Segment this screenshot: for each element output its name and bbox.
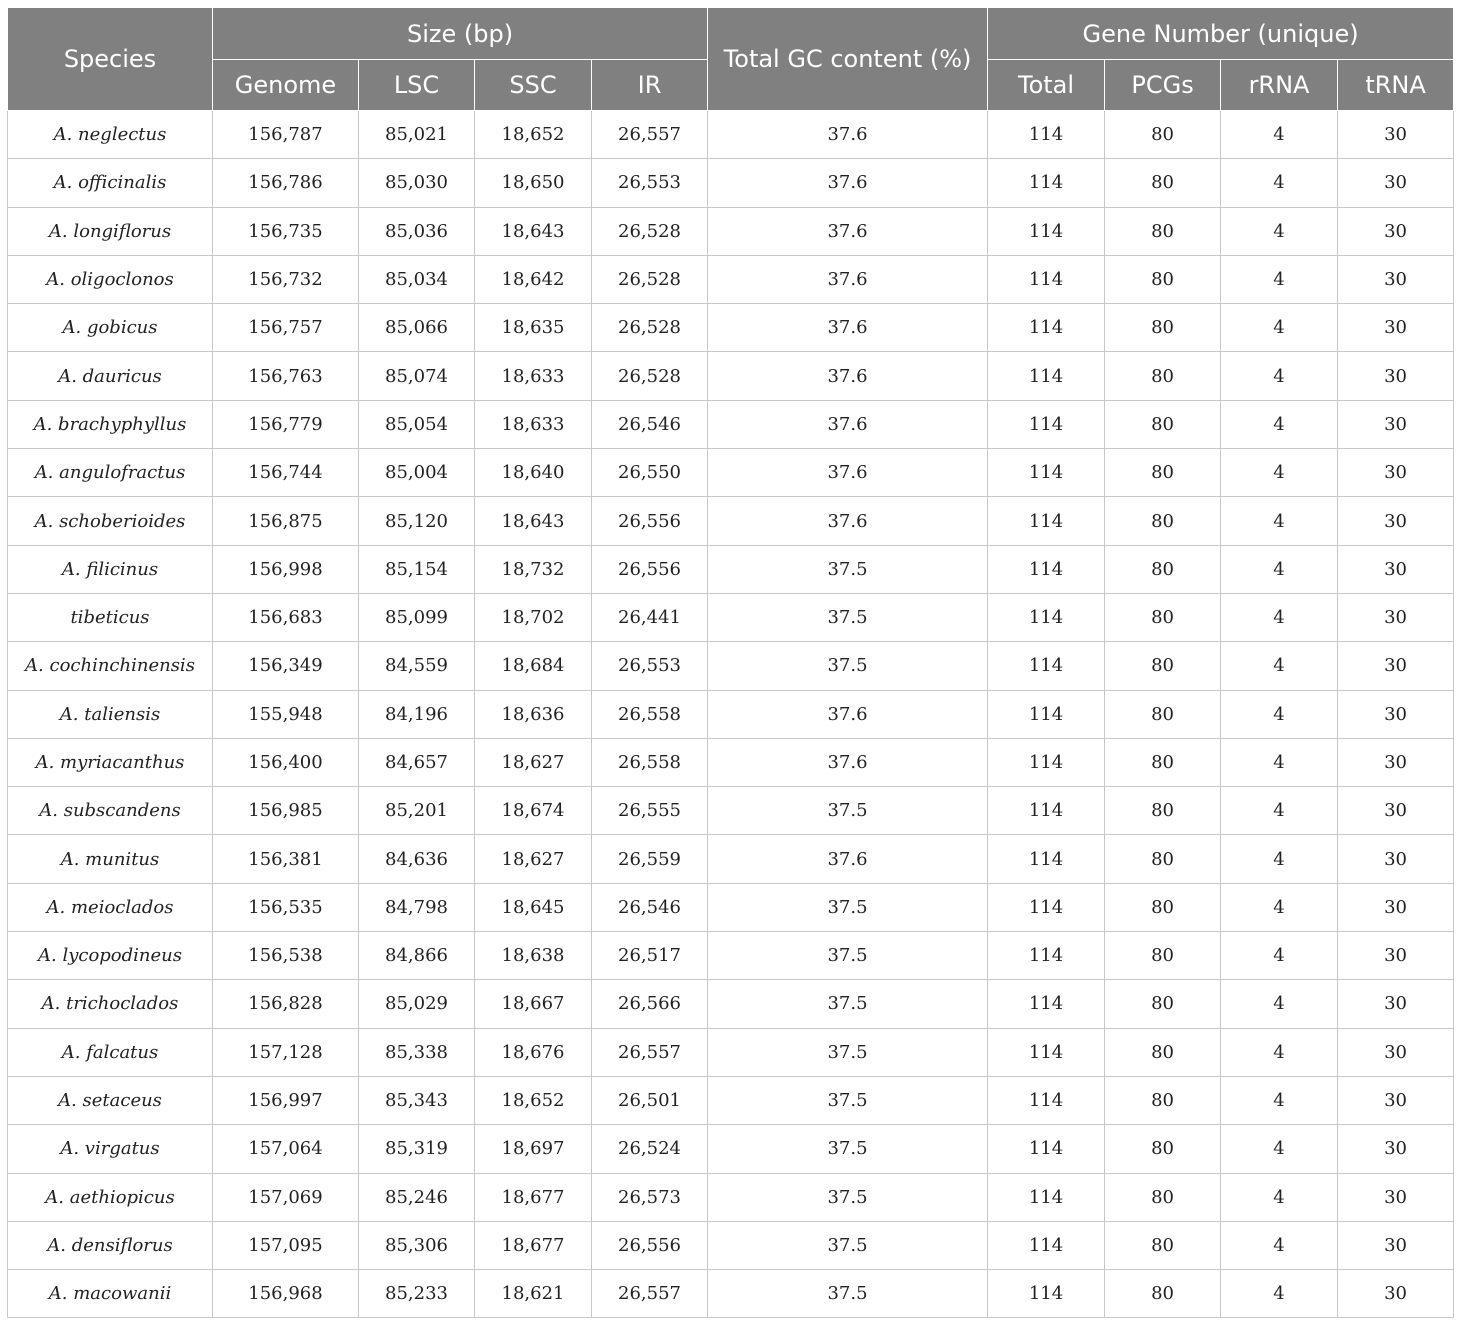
cell-lsc: 84,866 [359, 932, 475, 980]
cell-gc-content: 37.5 [708, 1076, 988, 1124]
cell-total: 114 [988, 545, 1105, 593]
cell-ir: 26,555 [592, 787, 708, 835]
cell-gc-content: 37.5 [708, 1221, 988, 1269]
table-row [8, 690, 1454, 738]
cell-pcgs: 80 [1105, 497, 1221, 545]
cell-genome: 156,683 [213, 593, 359, 641]
cell-total: 114 [988, 304, 1105, 352]
cell-total: 114 [988, 111, 1105, 159]
cell-genome: 156,744 [213, 449, 359, 497]
cell-species: A. schoberioides [8, 497, 213, 545]
cell-lsc: 85,306 [359, 1221, 475, 1269]
cell-species: A. aethiopicus [8, 1173, 213, 1221]
cell-ssc: 18,636 [475, 690, 592, 738]
cell-trna: 30 [1338, 400, 1454, 448]
cell-ir: 26,553 [592, 159, 708, 207]
cell-pcgs: 80 [1105, 738, 1221, 786]
cell-lsc: 85,120 [359, 497, 475, 545]
header-genome: Genome [213, 60, 359, 111]
table-row [8, 883, 1454, 931]
cell-gc-content: 37.6 [708, 255, 988, 303]
cell-species: A. oligoclonos [8, 255, 213, 303]
cell-ir: 26,528 [592, 255, 708, 303]
cell-rrna: 4 [1221, 1076, 1338, 1124]
table-row [8, 1076, 1454, 1124]
table-row [8, 400, 1454, 448]
table-row [8, 980, 1454, 1028]
cell-ssc: 18,676 [475, 1028, 592, 1076]
cell-species: A. cochinchinensis [8, 642, 213, 690]
cell-pcgs: 80 [1105, 400, 1221, 448]
cell-ssc: 18,732 [475, 545, 592, 593]
cell-gc-content: 37.6 [708, 159, 988, 207]
cell-genome: 156,786 [213, 159, 359, 207]
cell-species: A. filicinus [8, 545, 213, 593]
cell-species: A. taliensis [8, 690, 213, 738]
header-species: Species [8, 8, 213, 111]
cell-trna: 30 [1338, 545, 1454, 593]
cell-rrna: 4 [1221, 980, 1338, 1028]
cell-pcgs: 80 [1105, 1076, 1221, 1124]
cell-rrna: 4 [1221, 1028, 1338, 1076]
cell-ir: 26,546 [592, 400, 708, 448]
cell-pcgs: 80 [1105, 1028, 1221, 1076]
cell-species: A. brachyphyllus [8, 400, 213, 448]
cell-gc-content: 37.6 [708, 449, 988, 497]
cell-total: 114 [988, 449, 1105, 497]
cell-lsc: 85,034 [359, 255, 475, 303]
cell-gc-content: 37.5 [708, 545, 988, 593]
cell-lsc: 84,798 [359, 883, 475, 931]
cell-total: 114 [988, 159, 1105, 207]
cell-genome: 156,787 [213, 111, 359, 159]
cell-lsc: 85,099 [359, 593, 475, 641]
cell-trna: 30 [1338, 690, 1454, 738]
cell-total: 114 [988, 738, 1105, 786]
cell-gc-content: 37.5 [708, 1270, 988, 1318]
table-row [8, 449, 1454, 497]
cell-total: 114 [988, 1173, 1105, 1221]
cell-gc-content: 37.5 [708, 883, 988, 931]
table-header [8, 8, 1454, 111]
genome-table [7, 7, 1454, 1318]
cell-ir: 26,558 [592, 690, 708, 738]
cell-gc-content: 37.6 [708, 352, 988, 400]
cell-pcgs: 80 [1105, 1270, 1221, 1318]
cell-gc-content: 37.6 [708, 835, 988, 883]
cell-gc-content: 37.5 [708, 1028, 988, 1076]
header-trna: tRNA [1338, 60, 1454, 111]
cell-rrna: 4 [1221, 593, 1338, 641]
cell-ir: 26,566 [592, 980, 708, 1028]
cell-ir: 26,557 [592, 1028, 708, 1076]
cell-genome: 156,535 [213, 883, 359, 931]
cell-ir: 26,573 [592, 1173, 708, 1221]
cell-lsc: 85,343 [359, 1076, 475, 1124]
cell-total: 114 [988, 1076, 1105, 1124]
cell-trna: 30 [1338, 835, 1454, 883]
cell-ir: 26,517 [592, 932, 708, 980]
table-row [8, 738, 1454, 786]
cell-genome: 156,875 [213, 497, 359, 545]
cell-genome: 156,828 [213, 980, 359, 1028]
cell-ssc: 18,643 [475, 207, 592, 255]
cell-ssc: 18,621 [475, 1270, 592, 1318]
cell-ssc: 18,697 [475, 1125, 592, 1173]
cell-genome: 155,948 [213, 690, 359, 738]
header-gc-content: Total GC content (%) [708, 8, 988, 111]
cell-ir: 26,524 [592, 1125, 708, 1173]
cell-rrna: 4 [1221, 352, 1338, 400]
table-row [8, 1221, 1454, 1269]
cell-pcgs: 80 [1105, 1173, 1221, 1221]
cell-ssc: 18,674 [475, 787, 592, 835]
cell-lsc: 85,233 [359, 1270, 475, 1318]
cell-ir: 26,501 [592, 1076, 708, 1124]
cell-rrna: 4 [1221, 304, 1338, 352]
cell-trna: 30 [1338, 352, 1454, 400]
cell-ir: 26,556 [592, 1221, 708, 1269]
header-ssc: SSC [475, 60, 592, 111]
cell-genome: 157,064 [213, 1125, 359, 1173]
cell-ssc: 18,650 [475, 159, 592, 207]
cell-species: A. angulofractus [8, 449, 213, 497]
cell-gc-content: 37.6 [708, 690, 988, 738]
cell-pcgs: 80 [1105, 255, 1221, 303]
cell-ir: 26,556 [592, 497, 708, 545]
cell-lsc: 85,004 [359, 449, 475, 497]
table-row [8, 207, 1454, 255]
cell-genome: 156,757 [213, 304, 359, 352]
cell-genome: 156,732 [213, 255, 359, 303]
cell-gc-content: 37.6 [708, 738, 988, 786]
table-row [8, 642, 1454, 690]
cell-ssc: 18,667 [475, 980, 592, 1028]
cell-total: 114 [988, 835, 1105, 883]
cell-ssc: 18,640 [475, 449, 592, 497]
cell-lsc: 85,338 [359, 1028, 475, 1076]
table-body [8, 111, 1454, 1318]
cell-rrna: 4 [1221, 1270, 1338, 1318]
cell-ir: 26,559 [592, 835, 708, 883]
cell-genome: 157,069 [213, 1173, 359, 1221]
cell-pcgs: 80 [1105, 449, 1221, 497]
cell-species: A. falcatus [8, 1028, 213, 1076]
cell-gc-content: 37.5 [708, 642, 988, 690]
cell-pcgs: 80 [1105, 1125, 1221, 1173]
cell-gc-content: 37.5 [708, 787, 988, 835]
cell-pcgs: 80 [1105, 593, 1221, 641]
cell-rrna: 4 [1221, 932, 1338, 980]
cell-trna: 30 [1338, 787, 1454, 835]
cell-species: A. neglectus [8, 111, 213, 159]
table-row [8, 1125, 1454, 1173]
cell-lsc: 85,029 [359, 980, 475, 1028]
cell-genome: 157,128 [213, 1028, 359, 1076]
table-row [8, 835, 1454, 883]
cell-gc-content: 37.6 [708, 400, 988, 448]
cell-trna: 30 [1338, 449, 1454, 497]
cell-pcgs: 80 [1105, 835, 1221, 883]
cell-ssc: 18,627 [475, 835, 592, 883]
cell-ssc: 18,635 [475, 304, 592, 352]
cell-trna: 30 [1338, 593, 1454, 641]
cell-total: 114 [988, 980, 1105, 1028]
cell-species: A. longiflorus [8, 207, 213, 255]
cell-species: A. setaceus [8, 1076, 213, 1124]
cell-ssc: 18,627 [475, 738, 592, 786]
cell-species: A. myriacanthus [8, 738, 213, 786]
cell-ssc: 18,633 [475, 352, 592, 400]
cell-trna: 30 [1338, 1125, 1454, 1173]
cell-rrna: 4 [1221, 111, 1338, 159]
header-size-group: Size (bp) [213, 8, 708, 60]
cell-gc-content: 37.5 [708, 932, 988, 980]
header-gene-number-group: Gene Number (unique) [988, 8, 1454, 60]
cell-pcgs: 80 [1105, 932, 1221, 980]
cell-total: 114 [988, 1028, 1105, 1076]
header-rrna: rRNA [1221, 60, 1338, 111]
cell-trna: 30 [1338, 642, 1454, 690]
cell-lsc: 85,036 [359, 207, 475, 255]
cell-lsc: 84,636 [359, 835, 475, 883]
cell-pcgs: 80 [1105, 642, 1221, 690]
cell-pcgs: 80 [1105, 207, 1221, 255]
cell-lsc: 85,201 [359, 787, 475, 835]
cell-ssc: 18,702 [475, 593, 592, 641]
cell-ir: 26,528 [592, 352, 708, 400]
cell-genome: 156,997 [213, 1076, 359, 1124]
table-row [8, 545, 1454, 593]
cell-lsc: 85,319 [359, 1125, 475, 1173]
cell-rrna: 4 [1221, 545, 1338, 593]
cell-gc-content: 37.6 [708, 304, 988, 352]
cell-genome: 156,400 [213, 738, 359, 786]
cell-total: 114 [988, 1270, 1105, 1318]
cell-total: 114 [988, 787, 1105, 835]
header-ir: IR [592, 60, 708, 111]
cell-rrna: 4 [1221, 497, 1338, 545]
cell-pcgs: 80 [1105, 159, 1221, 207]
cell-lsc: 85,054 [359, 400, 475, 448]
cell-pcgs: 80 [1105, 787, 1221, 835]
cell-trna: 30 [1338, 207, 1454, 255]
cell-total: 114 [988, 932, 1105, 980]
cell-rrna: 4 [1221, 1173, 1338, 1221]
cell-lsc: 85,154 [359, 545, 475, 593]
cell-rrna: 4 [1221, 883, 1338, 931]
cell-ssc: 18,638 [475, 932, 592, 980]
cell-total: 114 [988, 642, 1105, 690]
cell-total: 114 [988, 497, 1105, 545]
cell-rrna: 4 [1221, 1221, 1338, 1269]
table-row [8, 304, 1454, 352]
cell-trna: 30 [1338, 738, 1454, 786]
cell-rrna: 4 [1221, 1125, 1338, 1173]
cell-species: A. virgatus [8, 1125, 213, 1173]
cell-rrna: 4 [1221, 787, 1338, 835]
cell-trna: 30 [1338, 932, 1454, 980]
cell-species: A. lycopodineus [8, 932, 213, 980]
cell-species: A. macowanii [8, 1270, 213, 1318]
cell-lsc: 84,657 [359, 738, 475, 786]
table-row [8, 787, 1454, 835]
cell-species: A. meiocladоs [8, 883, 213, 931]
cell-lsc: 84,559 [359, 642, 475, 690]
table-row [8, 932, 1454, 980]
table-row [8, 159, 1454, 207]
cell-pcgs: 80 [1105, 1221, 1221, 1269]
cell-rrna: 4 [1221, 207, 1338, 255]
cell-trna: 30 [1338, 255, 1454, 303]
cell-rrna: 4 [1221, 449, 1338, 497]
cell-trna: 30 [1338, 1270, 1454, 1318]
cell-pcgs: 80 [1105, 111, 1221, 159]
cell-trna: 30 [1338, 1028, 1454, 1076]
cell-total: 114 [988, 1125, 1105, 1173]
cell-genome: 157,095 [213, 1221, 359, 1269]
cell-ir: 26,546 [592, 883, 708, 931]
cell-gc-content: 37.5 [708, 980, 988, 1028]
cell-gc-content: 37.6 [708, 497, 988, 545]
cell-pcgs: 80 [1105, 352, 1221, 400]
table-row [8, 1270, 1454, 1318]
cell-total: 114 [988, 207, 1105, 255]
cell-ssc: 18,677 [475, 1221, 592, 1269]
cell-genome: 156,998 [213, 545, 359, 593]
cell-genome: 156,381 [213, 835, 359, 883]
cell-trna: 30 [1338, 159, 1454, 207]
cell-total: 114 [988, 255, 1105, 303]
cell-species: A. densiflorus [8, 1221, 213, 1269]
cell-lsc: 85,030 [359, 159, 475, 207]
cell-species: A. subscandens [8, 787, 213, 835]
table-row [8, 1028, 1454, 1076]
table-row [8, 593, 1454, 641]
cell-lsc: 84,196 [359, 690, 475, 738]
cell-lsc: 85,246 [359, 1173, 475, 1221]
cell-ir: 26,550 [592, 449, 708, 497]
cell-rrna: 4 [1221, 159, 1338, 207]
cell-ir: 26,556 [592, 545, 708, 593]
cell-trna: 30 [1338, 304, 1454, 352]
header-row-top [8, 8, 1454, 60]
cell-gc-content: 37.5 [708, 1125, 988, 1173]
cell-rrna: 4 [1221, 400, 1338, 448]
cell-genome: 156,538 [213, 932, 359, 980]
cell-ssc: 18,677 [475, 1173, 592, 1221]
cell-ir: 26,553 [592, 642, 708, 690]
cell-genome: 156,968 [213, 1270, 359, 1318]
cell-trna: 30 [1338, 111, 1454, 159]
cell-gc-content: 37.5 [708, 593, 988, 641]
cell-ssc: 18,642 [475, 255, 592, 303]
cell-pcgs: 80 [1105, 545, 1221, 593]
table-row [8, 1173, 1454, 1221]
cell-total: 114 [988, 400, 1105, 448]
cell-rrna: 4 [1221, 642, 1338, 690]
cell-ssc: 18,684 [475, 642, 592, 690]
table-row [8, 352, 1454, 400]
cell-pcgs: 80 [1105, 304, 1221, 352]
cell-species: A. trichoclados [8, 980, 213, 1028]
cell-ir: 26,441 [592, 593, 708, 641]
cell-pcgs: 80 [1105, 883, 1221, 931]
cell-rrna: 4 [1221, 255, 1338, 303]
cell-trna: 30 [1338, 1221, 1454, 1269]
cell-genome: 156,735 [213, 207, 359, 255]
header-lsc: LSC [359, 60, 475, 111]
header-total: Total [988, 60, 1105, 111]
cell-genome: 156,349 [213, 642, 359, 690]
table-row [8, 255, 1454, 303]
cell-ssc: 18,633 [475, 400, 592, 448]
cell-ssc: 18,652 [475, 1076, 592, 1124]
cell-ssc: 18,643 [475, 497, 592, 545]
table-row [8, 111, 1454, 159]
cell-total: 114 [988, 1221, 1105, 1269]
cell-species: tibeticus [8, 593, 213, 641]
cell-ssc: 18,652 [475, 111, 592, 159]
cell-trna: 30 [1338, 883, 1454, 931]
cell-ir: 26,528 [592, 207, 708, 255]
cell-trna: 30 [1338, 1076, 1454, 1124]
cell-species: A. dauricus [8, 352, 213, 400]
cell-lsc: 85,066 [359, 304, 475, 352]
cell-total: 114 [988, 352, 1105, 400]
cell-trna: 30 [1338, 497, 1454, 545]
cell-gc-content: 37.6 [708, 207, 988, 255]
cell-trna: 30 [1338, 1173, 1454, 1221]
table-row [8, 497, 1454, 545]
cell-trna: 30 [1338, 980, 1454, 1028]
cell-lsc: 85,074 [359, 352, 475, 400]
cell-total: 114 [988, 690, 1105, 738]
cell-species: A. officinalis [8, 159, 213, 207]
cell-rrna: 4 [1221, 835, 1338, 883]
cell-pcgs: 80 [1105, 690, 1221, 738]
cell-ir: 26,558 [592, 738, 708, 786]
cell-total: 114 [988, 883, 1105, 931]
cell-species: A. munitus [8, 835, 213, 883]
cell-ir: 26,557 [592, 111, 708, 159]
cell-genome: 156,779 [213, 400, 359, 448]
cell-pcgs: 80 [1105, 980, 1221, 1028]
cell-rrna: 4 [1221, 738, 1338, 786]
header-pcgs: PCGs [1105, 60, 1221, 111]
cell-ir: 26,528 [592, 304, 708, 352]
cell-species: A. gobicus [8, 304, 213, 352]
cell-ir: 26,557 [592, 1270, 708, 1318]
cell-gc-content: 37.5 [708, 1173, 988, 1221]
cell-lsc: 85,021 [359, 111, 475, 159]
cell-genome: 156,763 [213, 352, 359, 400]
cell-total: 114 [988, 593, 1105, 641]
cell-ssc: 18,645 [475, 883, 592, 931]
cell-gc-content: 37.6 [708, 111, 988, 159]
cell-rrna: 4 [1221, 690, 1338, 738]
cell-genome: 156,985 [213, 787, 359, 835]
